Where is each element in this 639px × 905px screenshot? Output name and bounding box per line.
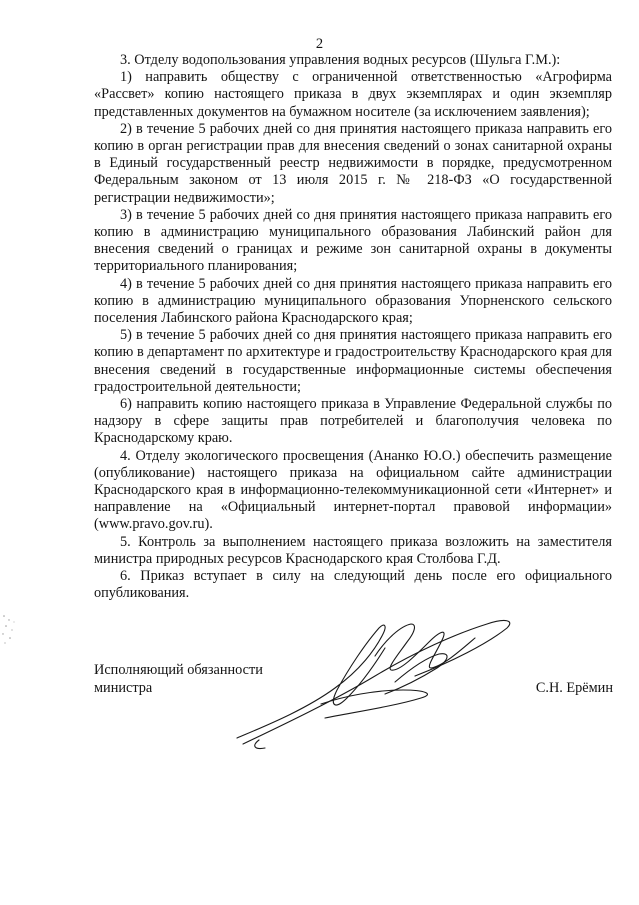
scan-artifact [0, 610, 22, 650]
paragraph-3-3-labinsky-district: 3) в течение 5 рабочих дней со дня принятия настоящего приказа направить его копию в администрацию муниципального образования Лабинский район для внесения сведений о границах и режиме зон санитарной охраны в документы территориального планирования; [94, 206, 612, 275]
paragraph-5-control: 5. Контроль за выполнением настоящего приказа возложить на заместителя министра природных ресурсов Краснодарского края Столбова Г.Д. [94, 533, 612, 567]
paragraph-3-1-send-to-company: 1) направить обществу с ограниченной ответственностью «Агрофирма «Рассвет» копию настоящего приказа в двух экземплярах и один экземпляр представленных документов на бумажном носителе (за исключением заявления); [94, 69, 612, 120]
signatory-position-line1: Исполняющий обязанности [94, 662, 263, 678]
signatory-position [94, 662, 263, 697]
handwritten-signature [225, 598, 525, 758]
page-number: 2 [315, 36, 324, 52]
order-body [94, 52, 612, 603]
signatory-position-line2: министра [94, 679, 153, 696]
paragraph-6-entry-into-force: 6. Приказ вступает в силу на следующий день после его официального опубликования. [94, 568, 612, 602]
paragraph-3-2-registration-authority: 2) в течение 5 рабочих дней со дня принятия настоящего приказа направить его копию в орган регистрации прав для внесения сведений о зонах санитарной охраны в Единый государственный реестр недвижимости в порядке, предусмотренном Федеральным законом от 13 июля 2015 г. № 218-ФЗ «О государственной регистрации недвижимости»; [94, 120, 612, 206]
signatory-name: С.Н. Ерёмин [535, 680, 613, 696]
paragraph-3-5-architecture-department: 5) в течение 5 рабочих дней со дня принятия настоящего приказа направить его копию в департамент по архитектуре и градостроительству Краснодарского края для внесения сведений в государственные информационные системы обеспечения градостроительной деятельности; [94, 327, 612, 395]
paragraph-4-publication: 4. Отделу экологического просвещения (Ананко Ю.О.) обеспечить размещение (опубликование) настоящего приказа на официальном сайте администрации Краснодарского края в информационно-телекоммуникационной сети «Интернет» и направление на «Официальный интернет-портал правовой информации» (www.pravo.gov.ru). [94, 447, 612, 533]
paragraph-3-6-rospotrebnadzor: 6) направить копию настоящего приказа в Управление Федеральной службы по надзору в сфере защиты прав потребителей и благополучия человека по Краснодарскому краю. [94, 396, 612, 447]
paragraph-3-4-upornenskoe-settlement: 4) в течение 5 рабочих дней со дня принятия настоящего приказа направить его копию в администрацию муниципального образования Упорненского сельского поселения Лабинского района Краснодарского края; [94, 275, 612, 327]
paragraph-3-water-use-department: 3. Отделу водопользования управления водных ресурсов (Шульга Г.М.): [120, 52, 561, 68]
